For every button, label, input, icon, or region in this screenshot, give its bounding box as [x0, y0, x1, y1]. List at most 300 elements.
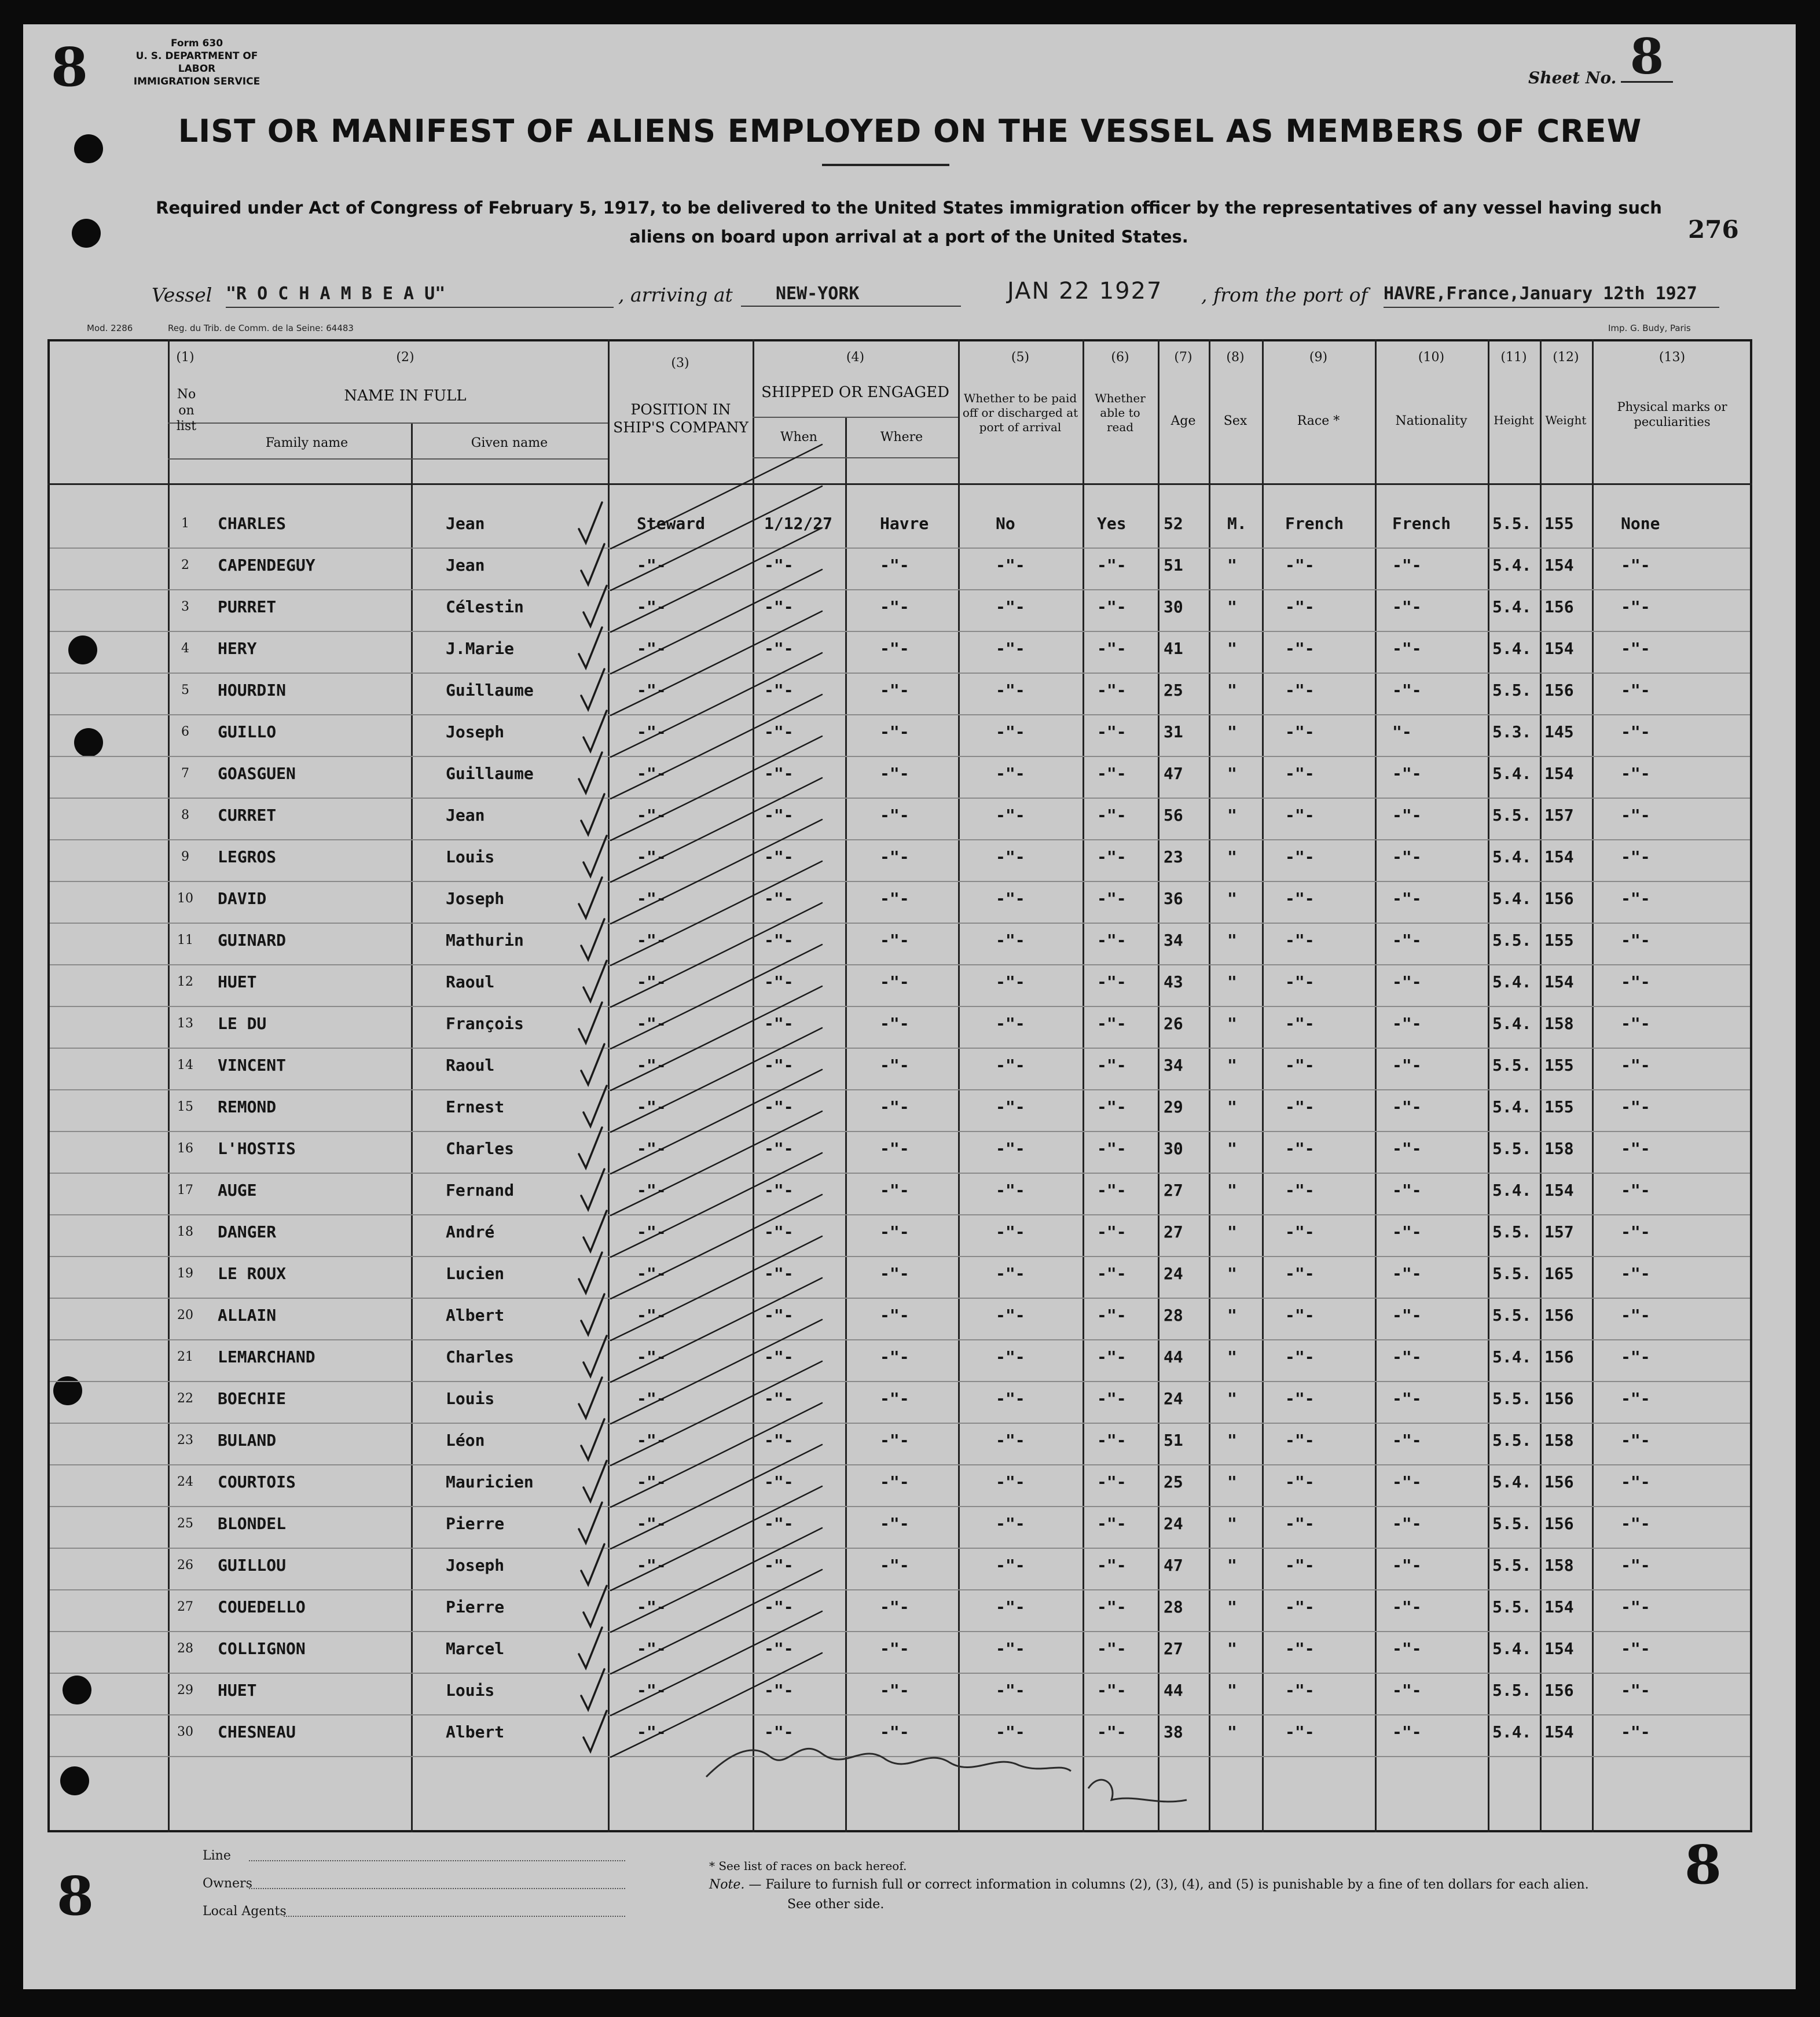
paid-off-cell: -"- [996, 972, 1025, 991]
col-4-number: (4) [846, 350, 865, 365]
paid-off-cell: -"- [996, 1347, 1025, 1366]
col-4-where-label: Where [880, 430, 923, 444]
given-name-cell: Ernest [446, 1097, 505, 1116]
able-to-read-cell: -"- [1097, 1097, 1127, 1116]
physical-marks-cell: None [1621, 514, 1660, 533]
col-3-label: POSITION IN SHIP'S COMPANY [613, 401, 748, 436]
given-name-cell: Jean [446, 514, 485, 533]
position-cell: -"- [637, 681, 666, 700]
paid-off-cell: -"- [996, 1556, 1025, 1575]
nationality-cell: -"- [1392, 764, 1422, 783]
col-13-label: Physical marks or peculiarities [1617, 400, 1727, 429]
given-name-cell: Mathurin [446, 931, 524, 950]
height-cell: 5.5. [1492, 1389, 1532, 1408]
shipped-where-cell: -"- [880, 1681, 909, 1700]
pen-stroke [611, 903, 822, 1007]
row-number: 7 [181, 766, 189, 781]
check-mark [579, 1502, 602, 1543]
given-name-cell: Pierre [446, 1597, 505, 1616]
family-name-cell: LEGROS [218, 847, 277, 866]
family-name-cell: CURRET [218, 806, 277, 825]
height-cell: 5.4. [1492, 597, 1532, 616]
row-number: 3 [181, 600, 189, 614]
physical-marks-cell: -"- [1621, 681, 1650, 700]
paid-off-cell: -"- [996, 1681, 1025, 1700]
sex-cell: " [1227, 806, 1237, 825]
check-mark [581, 1669, 604, 1710]
shipped-where-cell: -"- [880, 1347, 909, 1366]
height-cell: 5.5. [1492, 1264, 1532, 1283]
col-7-label: Age [1170, 414, 1196, 428]
line-label: Line [203, 1849, 231, 1863]
nationality-cell: -"- [1392, 1264, 1422, 1283]
height-cell: 5.5. [1492, 1597, 1532, 1616]
given-name-cell: Raoul [446, 1056, 495, 1075]
shipped-where-cell: -"- [880, 1306, 909, 1325]
position-cell: -"- [637, 1097, 666, 1116]
sex-cell: " [1227, 1556, 1237, 1575]
able-to-read-cell: -"- [1097, 639, 1127, 658]
nationality-cell: -"- [1392, 1139, 1422, 1158]
arriving-port: NEW-YORK [741, 284, 961, 307]
able-to-read-cell: -"- [1097, 722, 1127, 741]
pen-stroke [611, 861, 822, 965]
row-number: 12 [177, 975, 193, 989]
race-cell: -"- [1285, 931, 1315, 950]
race-cell: -"- [1285, 1472, 1315, 1491]
row-number: 21 [177, 1350, 193, 1364]
pen-stroke [611, 820, 822, 924]
paid-off-cell: -"- [996, 847, 1025, 866]
nationality-cell: -"- [1392, 1681, 1422, 1700]
age-cell: 44 [1164, 1681, 1183, 1700]
nationality-cell: "- [1392, 722, 1412, 741]
see-other-side: See other side. [787, 1897, 885, 1912]
physical-marks-cell: -"- [1621, 1014, 1650, 1033]
able-to-read-cell: -"- [1097, 681, 1127, 700]
shipped-where-cell: -"- [880, 556, 909, 575]
row-number: 13 [177, 1016, 193, 1031]
race-cell: -"- [1285, 722, 1315, 741]
shipped-when-cell: -"- [764, 1264, 794, 1283]
check-mark [579, 1252, 602, 1293]
able-to-read-cell: -"- [1097, 1389, 1127, 1408]
nationality-cell: -"- [1392, 1389, 1422, 1408]
row-number: 11 [177, 933, 193, 947]
paid-off-cell: No [996, 514, 1015, 533]
sex-cell: " [1227, 1681, 1237, 1700]
check-mark [579, 752, 602, 793]
nationality-cell: French [1392, 514, 1451, 533]
shipped-where-cell: -"- [880, 597, 909, 616]
check-mark [584, 586, 607, 626]
pen-stroke [611, 1653, 822, 1757]
shipped-when-cell: -"- [764, 1056, 794, 1075]
age-cell: 47 [1164, 764, 1183, 783]
shipped-when-cell: -"- [764, 597, 794, 616]
shipped-where-cell: -"- [880, 972, 909, 991]
check-mark [579, 1127, 602, 1168]
race-cell: -"- [1285, 1597, 1315, 1616]
pen-stroke [611, 444, 822, 549]
given-name-cell: Louis [446, 847, 495, 866]
height-cell: 5.5. [1492, 1056, 1532, 1075]
row-number: 26 [177, 1558, 193, 1573]
age-cell: 23 [1164, 847, 1183, 866]
paid-off-cell: -"- [996, 1597, 1025, 1616]
col-7-number: (7) [1174, 350, 1192, 365]
shipped-where-cell: -"- [880, 764, 909, 783]
weight-cell: 156 [1544, 1681, 1574, 1700]
family-name-cell: COURTOIS [218, 1472, 296, 1491]
shipped-where-cell: -"- [880, 1431, 909, 1450]
shipped-when-cell: -"- [764, 1472, 794, 1491]
weight-cell: 156 [1544, 681, 1574, 700]
family-name-cell: L'HOSTIS [218, 1139, 296, 1158]
paid-off-cell: -"- [996, 597, 1025, 616]
shipped-where-cell: -"- [880, 1639, 909, 1658]
physical-marks-cell: -"- [1621, 1056, 1650, 1075]
given-name-cell: Charles [446, 1139, 515, 1158]
paid-off-cell: -"- [996, 639, 1025, 658]
sex-cell: " [1227, 722, 1237, 741]
weight-cell: 155 [1544, 931, 1574, 950]
age-cell: 47 [1164, 1556, 1183, 1575]
age-cell: 24 [1164, 1514, 1183, 1533]
col-2-label: NAME IN FULL [344, 387, 467, 405]
physical-marks-cell: -"- [1621, 1597, 1650, 1616]
position-cell: -"- [637, 1139, 666, 1158]
race-cell: -"- [1285, 1389, 1315, 1408]
race-cell: -"- [1285, 1181, 1315, 1200]
paid-off-cell: -"- [996, 1097, 1025, 1116]
given-name-cell: Guillaume [446, 764, 534, 783]
shipped-when-cell: -"- [764, 1556, 794, 1575]
col-9-number: (9) [1309, 350, 1328, 365]
pen-stroke [611, 1195, 822, 1299]
check-mark [584, 1086, 607, 1126]
race-cell: -"- [1285, 1347, 1315, 1366]
sex-cell: " [1227, 1389, 1237, 1408]
row-number: 4 [181, 641, 189, 656]
nationality-cell: -"- [1392, 931, 1422, 950]
col-3-number: (3) [671, 356, 689, 370]
height-cell: 5.4. [1492, 556, 1532, 575]
shipped-where-cell: -"- [880, 847, 909, 866]
from-port-label: , from the port of [1201, 284, 1368, 306]
weight-cell: 156 [1544, 597, 1574, 616]
race-cell: -"- [1285, 1222, 1315, 1241]
nationality-cell: -"- [1392, 556, 1422, 575]
position-cell: -"- [637, 1514, 666, 1533]
service-name: IMMIGRATION SERVICE [133, 76, 260, 88]
nationality-cell: -"- [1392, 1639, 1422, 1658]
able-to-read-cell: -"- [1097, 1306, 1127, 1325]
position-cell: -"- [637, 1556, 666, 1575]
check-mark [581, 1169, 604, 1210]
pen-stroke [611, 945, 822, 1049]
weight-cell: 158 [1544, 1014, 1574, 1033]
shipped-where-cell: -"- [880, 1514, 909, 1533]
age-cell: 41 [1164, 639, 1183, 658]
weight-cell: 154 [1544, 764, 1574, 783]
family-name-cell: BULAND [218, 1431, 277, 1450]
shipped-where-cell: -"- [880, 1597, 909, 1616]
col-11-number: (11) [1500, 350, 1527, 365]
pen-stroke [611, 1278, 822, 1382]
row-number: 5 [181, 683, 189, 697]
height-cell: 5.5. [1492, 931, 1532, 950]
shipped-when-cell: -"- [764, 1681, 794, 1700]
position-cell: -"- [637, 1014, 666, 1033]
age-cell: 34 [1164, 931, 1183, 950]
shipped-where-cell: -"- [880, 681, 909, 700]
shipped-where-cell: -"- [880, 1181, 909, 1200]
col-8-label: Sex [1223, 414, 1247, 428]
race-cell: -"- [1285, 1514, 1315, 1533]
requirement-text: Required under Act of Congress of February 5, 1917, to be delivered to the United States immigration officer by the representatives of any vessel having such aliens on board upon arrival at a port of the United States. [156, 198, 1662, 247]
height-cell: 5.5. [1492, 1681, 1532, 1700]
height-cell: 5.4. [1492, 1639, 1532, 1658]
age-cell: 51 [1164, 556, 1183, 575]
sex-cell: " [1227, 1431, 1237, 1450]
nationality-cell: -"- [1392, 1597, 1422, 1616]
physical-marks-cell: -"- [1621, 1306, 1650, 1325]
shipped-when-cell: -"- [764, 681, 794, 700]
given-name-cell: Joseph [446, 722, 505, 741]
height-cell: 5.5. [1492, 806, 1532, 825]
given-name-cell: Jean [446, 806, 485, 825]
family-name-cell: AUGE [218, 1181, 257, 1200]
given-name-cell: Joseph [446, 889, 505, 908]
col-5-label: Whether to be paid off or discharged at port of arrival [962, 391, 1078, 434]
weight-cell: 155 [1544, 1056, 1574, 1075]
sex-cell: " [1227, 1347, 1237, 1366]
sheet-mark: 8 [1685, 1834, 1722, 1896]
weight-cell: 154 [1544, 639, 1574, 658]
weight-cell: 154 [1544, 847, 1574, 866]
pen-stroke [611, 1445, 822, 1549]
physical-marks-cell: -"- [1621, 931, 1650, 950]
given-name-cell: J.Marie [446, 639, 515, 658]
sex-cell: " [1227, 1264, 1237, 1283]
shipped-when-cell: -"- [764, 722, 794, 741]
row-number: 25 [177, 1516, 193, 1531]
sex-cell: " [1227, 1514, 1237, 1533]
check-mark [579, 877, 602, 918]
able-to-read-cell: -"- [1097, 931, 1127, 950]
note-label: Note. [709, 1878, 745, 1892]
check-mark [581, 1294, 604, 1335]
vessel-label: Vessel [152, 284, 212, 306]
age-cell: 27 [1164, 1222, 1183, 1241]
pen-stroke [611, 1320, 822, 1424]
arrival-date-stamp: JAN 22 1927 [1007, 278, 1163, 304]
physical-marks-cell: -"- [1621, 1431, 1650, 1450]
shipped-where-cell: -"- [880, 1222, 909, 1241]
able-to-read-cell: -"- [1097, 1347, 1127, 1366]
physical-marks-cell: -"- [1621, 1556, 1650, 1575]
weight-cell: 154 [1544, 972, 1574, 991]
age-cell: 44 [1164, 1347, 1183, 1366]
height-cell: 5.5. [1492, 1139, 1532, 1158]
position-cell: -"- [637, 889, 666, 908]
family-name-cell: CHESNEAU [218, 1722, 296, 1742]
given-name-cell: François [446, 1014, 524, 1033]
family-name-cell: GUILLOU [218, 1556, 287, 1575]
signature-stroke [1088, 1780, 1187, 1802]
row-number: 2 [181, 558, 189, 572]
shipped-when-cell: -"- [764, 1014, 794, 1033]
shipped-when-cell: -"- [764, 556, 794, 575]
row-number: 20 [177, 1308, 193, 1322]
weight-cell: 154 [1544, 556, 1574, 575]
shipped-where-cell: -"- [880, 1056, 909, 1075]
pen-stroke [611, 1070, 822, 1174]
nationality-cell: -"- [1392, 972, 1422, 991]
given-name-cell: Louis [446, 1389, 495, 1408]
race-cell: -"- [1285, 972, 1315, 991]
check-mark [584, 1461, 607, 1501]
pen-stroke [611, 1361, 822, 1465]
physical-marks-cell: -"- [1621, 972, 1650, 991]
able-to-read-cell: -"- [1097, 764, 1127, 783]
col-12-label: Weight [1545, 413, 1587, 427]
height-cell: 5.5. [1492, 514, 1532, 533]
pen-stroke [611, 1111, 822, 1215]
race-cell: -"- [1285, 1431, 1315, 1450]
given-name-cell: Albert [446, 1722, 505, 1742]
sheet-no-label: Sheet No. [1528, 68, 1617, 87]
given-name-cell: Célestin [446, 597, 524, 616]
nationality-cell: -"- [1392, 806, 1422, 825]
family-name-cell: COLLIGNON [218, 1639, 306, 1658]
race-cell: -"- [1285, 1639, 1315, 1658]
race-cell: -"- [1285, 764, 1315, 783]
physical-marks-cell: -"- [1621, 639, 1650, 658]
nationality-cell: -"- [1392, 1222, 1422, 1241]
paid-off-cell: -"- [996, 1014, 1025, 1033]
shipped-when-cell: -"- [764, 1722, 794, 1742]
race-cell: -"- [1285, 556, 1315, 575]
col-1-number: (1) [176, 350, 195, 365]
check-mark [581, 1544, 604, 1585]
sex-cell: " [1227, 1597, 1237, 1616]
row-number: 28 [177, 1641, 193, 1656]
shipped-where-cell: -"- [880, 806, 909, 825]
shipped-when-cell: -"- [764, 1389, 794, 1408]
paid-off-cell: -"- [996, 931, 1025, 950]
sex-cell: " [1227, 972, 1237, 991]
height-cell: 5.4. [1492, 639, 1532, 658]
owners-fill [249, 1888, 625, 1889]
height-cell: 5.3. [1492, 722, 1532, 741]
family-name-cell: PURRET [218, 597, 277, 616]
family-name-cell: HUET [218, 972, 257, 991]
age-cell: 51 [1164, 1431, 1183, 1450]
weight-cell: 155 [1544, 514, 1574, 533]
weight-cell: 158 [1544, 1139, 1574, 1158]
row-number: 27 [177, 1600, 193, 1614]
check-mark [584, 1711, 607, 1751]
sex-cell: " [1227, 931, 1237, 950]
age-cell: 52 [1164, 514, 1183, 533]
given-name-cell: Fernand [446, 1181, 515, 1200]
family-name-cell: GUINARD [218, 931, 287, 950]
given-name-cell: Lucien [446, 1264, 505, 1283]
sex-cell: M. [1227, 514, 1247, 533]
nationality-cell: -"- [1392, 1181, 1422, 1200]
col-6-number: (6) [1111, 350, 1129, 365]
physical-marks-cell: -"- [1621, 1514, 1650, 1533]
sex-cell: " [1227, 1306, 1237, 1325]
age-cell: 25 [1164, 1472, 1183, 1491]
physical-marks-cell: -"- [1621, 1097, 1650, 1116]
sex-cell: " [1227, 764, 1237, 783]
col-1-label: No on list [176, 387, 197, 433]
given-name-cell: Marcel [446, 1639, 505, 1658]
height-cell: 5.4. [1492, 1722, 1532, 1742]
check-mark [584, 1336, 607, 1376]
pen-stroke [611, 1403, 822, 1507]
check-mark [581, 794, 604, 835]
shipped-where-cell: -"- [880, 889, 909, 908]
local-agents-fill [284, 1916, 625, 1917]
position-cell: -"- [637, 639, 666, 658]
age-cell: 25 [1164, 681, 1183, 700]
row-number: 9 [181, 850, 189, 864]
physical-marks-cell: -"- [1621, 806, 1650, 825]
paid-off-cell: -"- [996, 681, 1025, 700]
nationality-cell: -"- [1392, 1722, 1422, 1742]
paid-off-cell: -"- [996, 1181, 1025, 1200]
pen-stroke [611, 486, 822, 590]
pen-stroke [611, 736, 822, 840]
check-mark [584, 836, 607, 876]
row-number: 30 [177, 1725, 193, 1739]
able-to-read-cell: -"- [1097, 1431, 1127, 1450]
from-port: HAVRE,France,January 12th 1927 [1384, 284, 1719, 308]
sex-cell: " [1227, 556, 1237, 575]
position-cell: -"- [637, 1056, 666, 1075]
nationality-cell: -"- [1392, 1514, 1422, 1533]
sex-cell: " [1227, 681, 1237, 700]
age-cell: 28 [1164, 1306, 1183, 1325]
family-name-cell: DAVID [218, 889, 267, 908]
pen-stroke [611, 1570, 822, 1674]
position-cell: -"- [637, 1597, 666, 1616]
weight-cell: 145 [1544, 722, 1574, 741]
shipped-when-cell: -"- [764, 1639, 794, 1658]
race-cell: -"- [1285, 1681, 1315, 1700]
pen-stroke [611, 778, 822, 882]
sheet-no-value: 8 [1621, 32, 1673, 83]
shipped-when-cell: -"- [764, 1431, 794, 1450]
shipped-where-cell: -"- [880, 722, 909, 741]
position-cell: -"- [637, 972, 666, 991]
paid-off-cell: -"- [996, 1514, 1025, 1533]
shipped-where-cell: -"- [880, 1722, 909, 1742]
position-cell: -"- [637, 1431, 666, 1450]
pen-stroke [611, 528, 822, 632]
race-cell: -"- [1285, 1014, 1315, 1033]
check-mark [581, 1419, 604, 1460]
weight-cell: 155 [1544, 1097, 1574, 1116]
physical-marks-cell: -"- [1621, 889, 1650, 908]
age-cell: 29 [1164, 1097, 1183, 1116]
physical-marks-cell: -"- [1621, 1681, 1650, 1700]
row-number: 18 [177, 1225, 193, 1239]
